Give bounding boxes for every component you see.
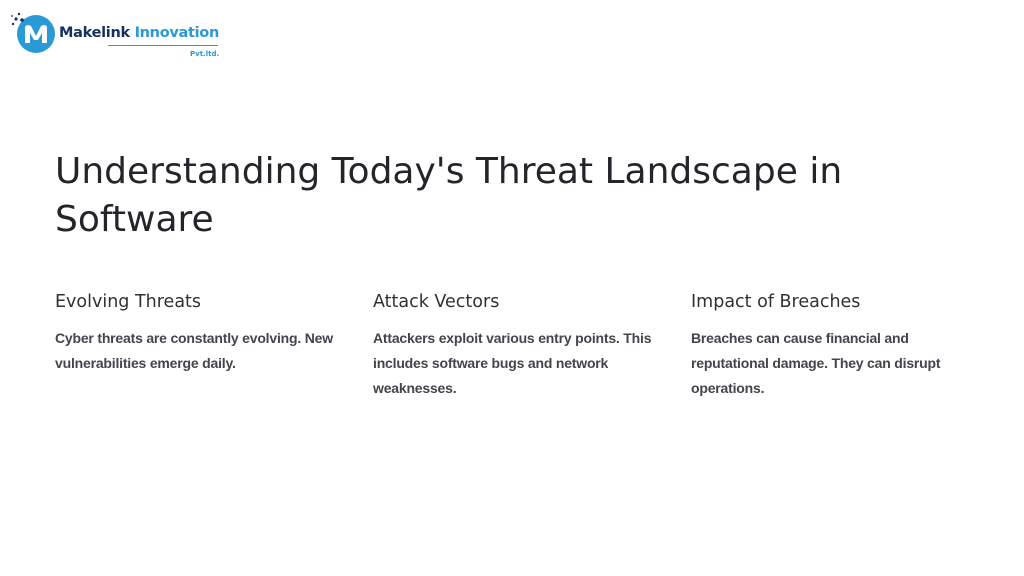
column-body: Breaches can cause financial and reputational damage. They can disrupt operations. xyxy=(691,330,941,396)
company-logo xyxy=(4,6,234,62)
column-evolving-threats xyxy=(55,290,335,376)
column-impact-of-breaches xyxy=(691,290,981,401)
column-heading: Evolving Threats xyxy=(55,292,202,312)
column-body: Cyber threats are constantly evolving. New vulnerabilities emerge daily. xyxy=(55,330,333,371)
logo-m-icon xyxy=(10,10,56,56)
logo-wordmark: Makelink Innovation xyxy=(59,25,219,41)
column-attack-vectors xyxy=(373,290,653,401)
slide-title: Understanding Today's Threat Landscape in Software xyxy=(55,151,843,240)
logo-underline xyxy=(108,45,218,46)
logo-suffix: Pvt.ltd. xyxy=(190,50,220,58)
column-body: Attackers exploit various entry points. This includes software bugs and network weaknesses. xyxy=(373,330,652,396)
column-heading: Attack Vectors xyxy=(373,292,500,312)
column-heading: Impact of Breaches xyxy=(691,292,861,312)
